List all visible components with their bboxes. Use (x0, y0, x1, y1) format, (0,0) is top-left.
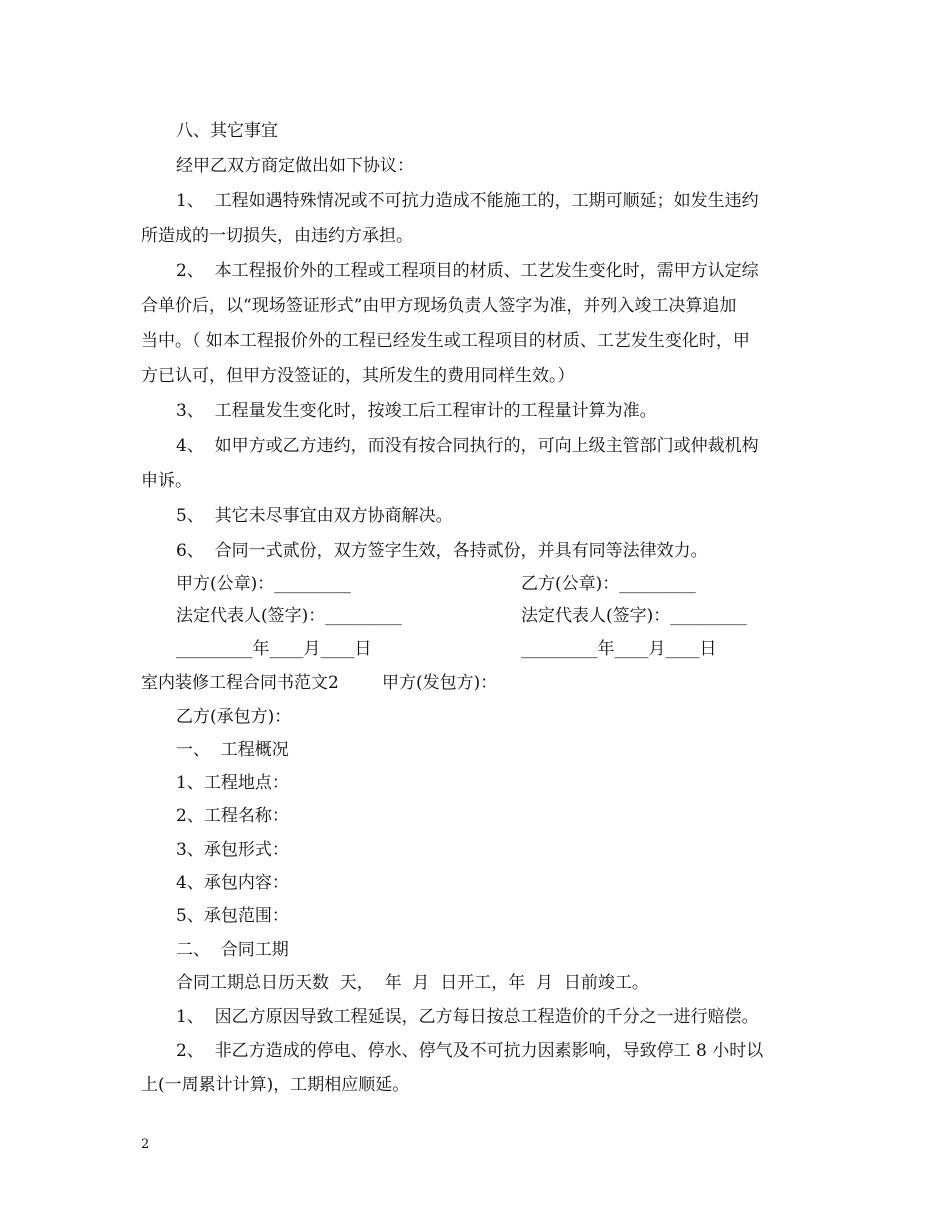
item-6: 6、 合同一式贰份，双方签字生效，各持贰份，并具有同等法律效力。 (176, 541, 708, 561)
project-name: 2、工程名称： (176, 806, 289, 826)
item-2-line-4: 方已认可，但甲方没签证的，其所发生的费用同样生效。） (141, 366, 575, 386)
contract-form: 3、承包形式： (176, 840, 289, 860)
section-1-heading: 一、 工程概况 (176, 740, 289, 760)
item-5: 5、 其它未尽事宜由双方协商解决。 (176, 506, 453, 526)
item-1-line-2: 所造成的一切损失，由违约方承担。 (141, 226, 413, 246)
party-b-date: _________年____月____日 (521, 639, 717, 659)
item-2-line-1: 2、 本工程报价外的工程或工程项目的材质、工艺发生变化时，需甲方认定综 (176, 261, 759, 281)
item-2-line-3: 当中。（ 如本工程报价外的工程已经发生或工程项目的材质、工艺发生变化时，甲 (141, 331, 750, 351)
item-4-line-2: 申诉。 (141, 471, 192, 491)
item-2-line-2: 合单价后，以“现场签证形式”由甲方现场负责人签字为准，并列入竣工决算追加 (141, 296, 737, 316)
section-8-heading: 八、其它事宜 (176, 121, 278, 141)
party-a-date: _________年____月____日 (176, 639, 372, 659)
contract-2-title: 室内装修工程合同书范文2 甲方(发包方)： (141, 673, 498, 693)
item-4-line-1: 4、 如甲方或乙方违约，而没有按合同执行的，可向上级主管部门或仲裁机构 (176, 436, 759, 456)
contract-content: 4、承包内容： (176, 873, 289, 893)
period-clause-2-line-1: 2、 非乙方造成的停电、停水、停气及不可抗力因素影响，导致停工 8 小时以 (176, 1041, 764, 1061)
project-location: 1、工程地点： (176, 773, 289, 793)
section-2-heading: 二、 合同工期 (176, 940, 289, 960)
party-b-seal: 乙方(公章)：_________ (521, 574, 696, 594)
item-3: 3、 工程量发生变化时，按竣工后工程审计的工程量计算为准。 (176, 401, 657, 421)
period-clause-2-line-2: 上(一周累计计算)，工期相应顺延。 (141, 1075, 410, 1095)
item-1-line-1: 1、 工程如遇特殊情况或不可抗力造成不能施工的，工期可顺延；如发生违约 (176, 191, 759, 211)
period-clause-1: 1、 因乙方原因导致工程延误，乙方每日按总工程造价的千分之一进行赔偿。 (176, 1007, 759, 1027)
contract-scope: 5、承包范围： (176, 906, 289, 926)
section-8-intro: 经甲乙双方商定做出如下协议： (176, 156, 414, 176)
page-number: 2 (141, 1137, 150, 1152)
contract-2-party-b: 乙方(承包方)： (176, 707, 292, 727)
party-a-seal: 甲方(公章)：_________ (176, 574, 351, 594)
party-b-representative: 法定代表人(签字)：_________ (521, 606, 747, 626)
party-a-representative: 法定代表人(签字)：_________ (176, 606, 402, 626)
contract-period: 合同工期总日历天数 天， 年 月 日开工，年 月 日前竣工。 (176, 973, 649, 993)
